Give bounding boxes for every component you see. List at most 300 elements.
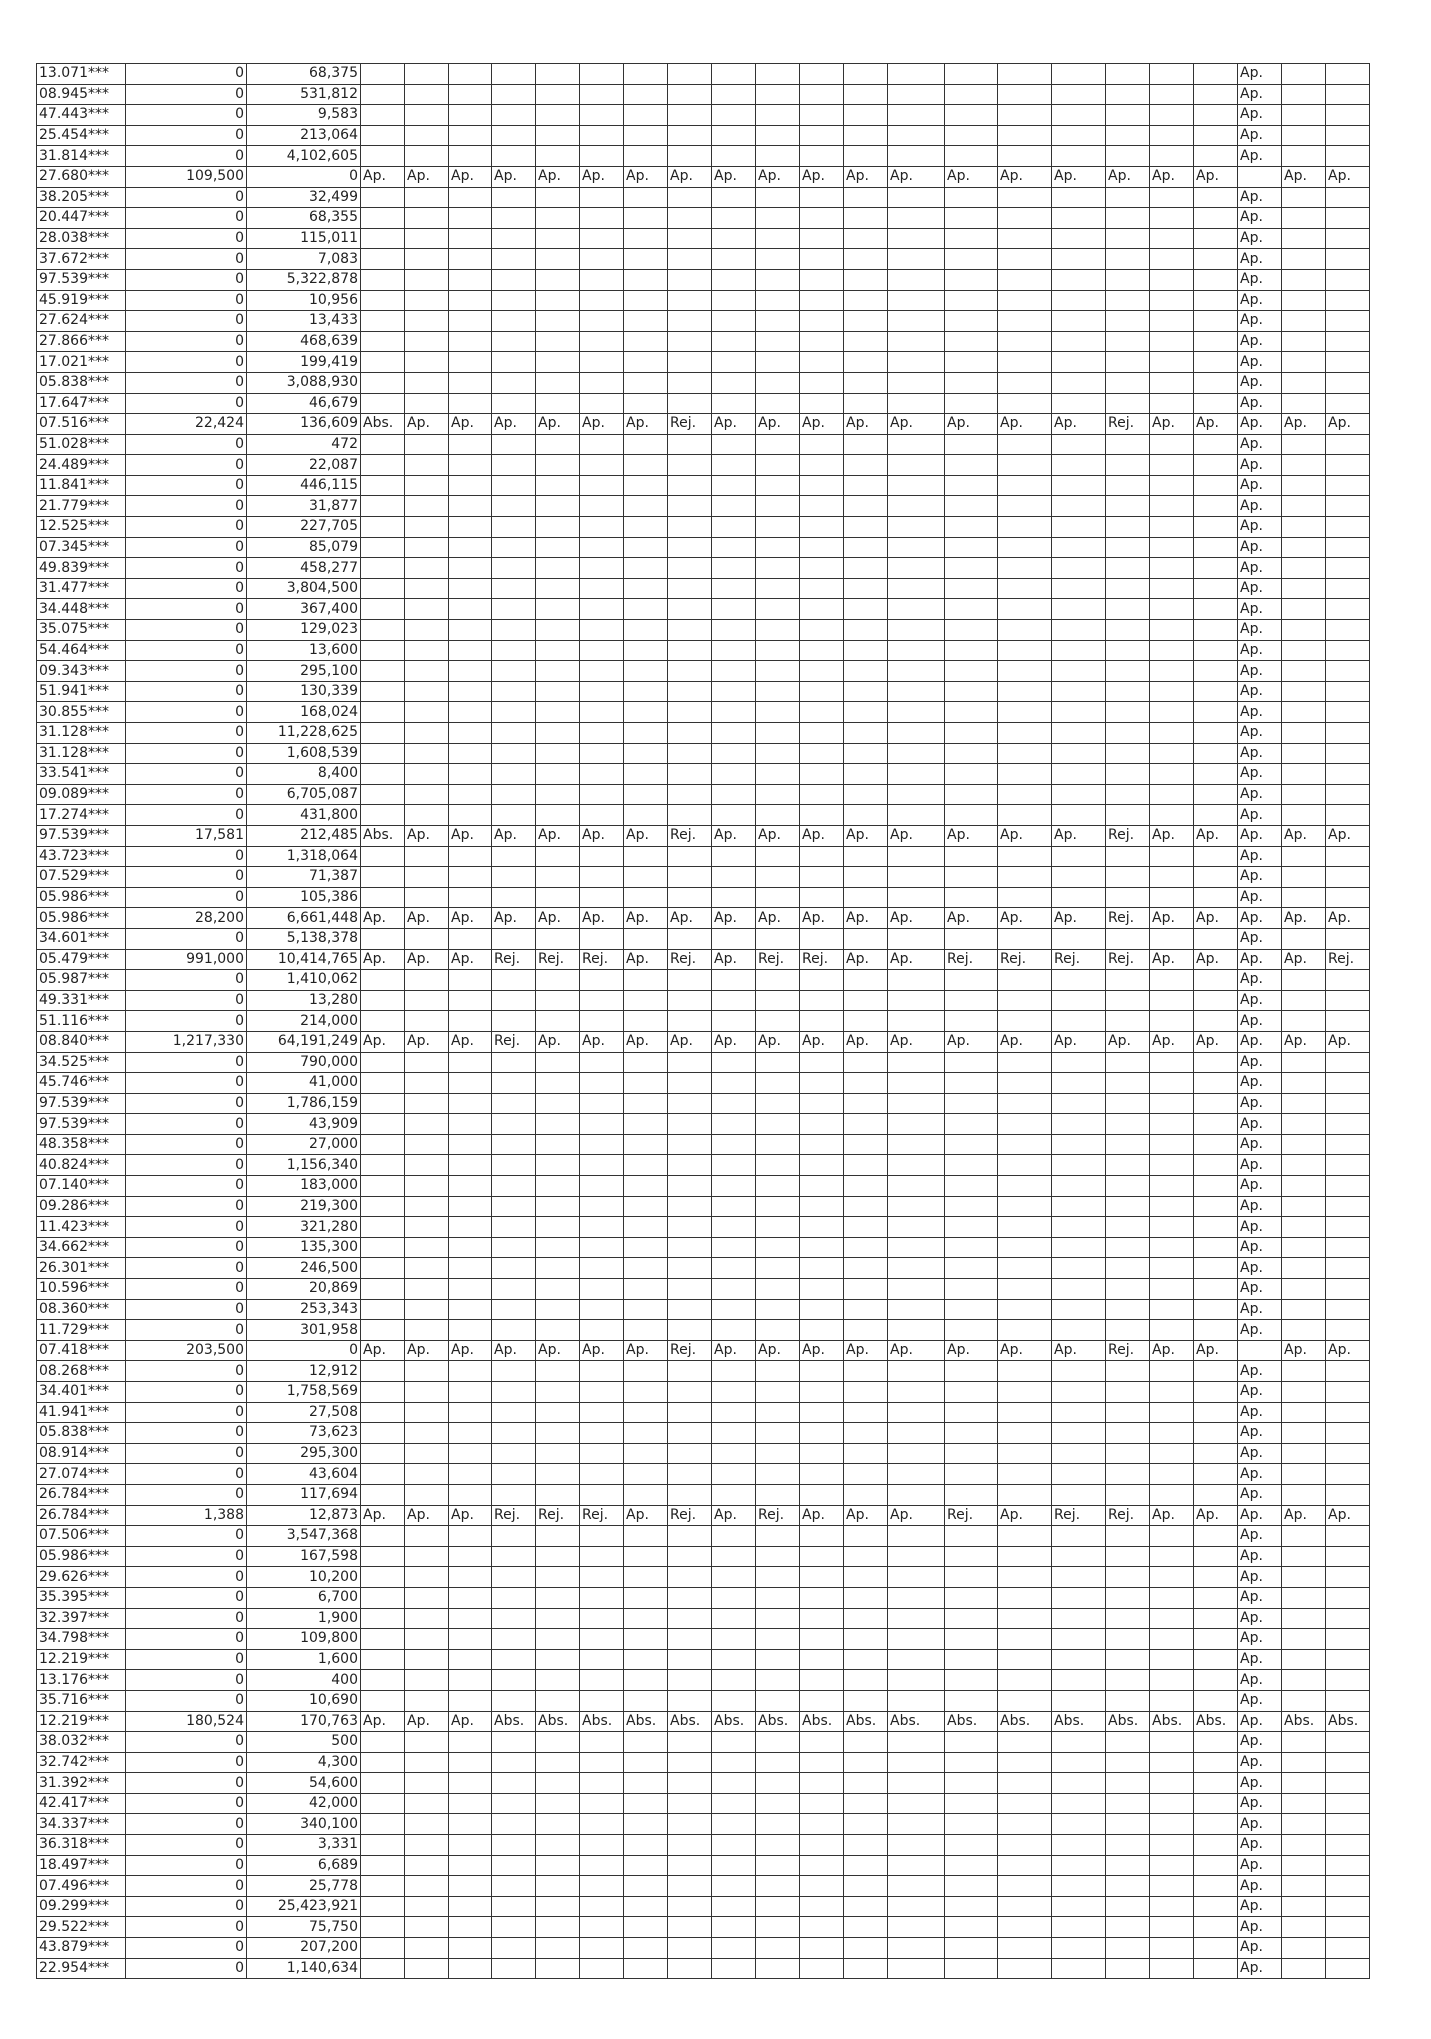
vote-cell — [800, 105, 844, 126]
row-id-cell: 37.672*** — [37, 249, 126, 270]
vote-cell — [580, 1279, 624, 1300]
vote-cell — [361, 599, 405, 620]
row-id-cell: 34.662*** — [37, 1237, 126, 1258]
vote-cell — [1282, 599, 1326, 620]
vote-cell — [800, 393, 844, 414]
row-id-cell: 43.879*** — [37, 1938, 126, 1959]
vote-cell — [449, 620, 492, 641]
vote-cell — [580, 455, 624, 476]
vote-cell — [668, 1793, 712, 1814]
table-row — [37, 1690, 1370, 1711]
amount-b-cell: 12,873 — [247, 1505, 361, 1526]
vote-cell — [405, 1484, 449, 1505]
vote-cell — [1150, 1546, 1194, 1567]
vote-cell — [945, 434, 998, 455]
vote-cell — [1106, 1690, 1150, 1711]
vote-cell — [536, 146, 580, 167]
vote-cell — [1194, 743, 1238, 764]
vote-cell — [1194, 393, 1238, 414]
vote-cell — [668, 290, 712, 311]
vote-cell — [1194, 208, 1238, 229]
vote-cell — [888, 867, 945, 888]
amount-a-cell: 22,424 — [126, 414, 247, 435]
row-id-cell: 33.541*** — [37, 764, 126, 785]
vote-cell — [668, 1011, 712, 1032]
vote-cell: Ap. — [1238, 681, 1282, 702]
vote-cell — [492, 1690, 536, 1711]
vote-cell — [580, 599, 624, 620]
vote-cell — [756, 1855, 800, 1876]
vote-cell — [998, 1608, 1052, 1629]
vote-cell — [1282, 1876, 1326, 1897]
vote-cell — [492, 1011, 536, 1032]
vote-cell — [844, 702, 888, 723]
vote-cell — [536, 125, 580, 146]
vote-cell — [1194, 1814, 1238, 1835]
vote-cell — [998, 1649, 1052, 1670]
row-id-cell: 34.798*** — [37, 1629, 126, 1650]
vote-cell — [449, 1649, 492, 1670]
vote-cell — [1194, 970, 1238, 991]
amount-a-cell: 0 — [126, 1608, 247, 1629]
vote-cell — [756, 249, 800, 270]
vote-cell — [492, 599, 536, 620]
vote-cell — [998, 990, 1052, 1011]
vote-cell — [1150, 249, 1194, 270]
vote-cell — [449, 393, 492, 414]
vote-cell: Rej. — [800, 949, 844, 970]
vote-cell — [536, 1835, 580, 1856]
vote-cell — [945, 64, 998, 85]
vote-cell: Ap. — [1238, 1526, 1282, 1547]
vote-cell — [1106, 1587, 1150, 1608]
vote-cell — [668, 970, 712, 991]
vote-cell — [1194, 352, 1238, 373]
vote-cell — [756, 1237, 800, 1258]
vote-cell — [492, 1073, 536, 1094]
vote-cell — [580, 331, 624, 352]
vote-cell — [712, 1917, 756, 1938]
vote-cell — [800, 1196, 844, 1217]
vote-cell: Abs. — [800, 1711, 844, 1732]
vote-cell — [1194, 187, 1238, 208]
table-row — [37, 578, 1370, 599]
amount-a-cell: 0 — [126, 517, 247, 538]
amount-b-cell: 9,583 — [247, 105, 361, 126]
vote-cell — [888, 1093, 945, 1114]
row-id-cell: 97.539*** — [37, 1093, 126, 1114]
vote-cell — [1194, 640, 1238, 661]
vote-cell: Abs. — [492, 1711, 536, 1732]
vote-cell — [668, 661, 712, 682]
vote-cell — [536, 537, 580, 558]
vote-cell — [712, 723, 756, 744]
row-id-cell: 38.205*** — [37, 187, 126, 208]
vote-cell — [998, 1217, 1052, 1238]
amount-a-cell: 0 — [126, 1073, 247, 1094]
vote-cell — [1150, 1423, 1194, 1444]
vote-cell — [492, 228, 536, 249]
vote-cell — [1052, 1258, 1106, 1279]
vote-cell — [945, 1855, 998, 1876]
vote-cell — [844, 1690, 888, 1711]
vote-cell — [668, 1279, 712, 1300]
vote-cell — [405, 208, 449, 229]
vote-cell — [624, 331, 668, 352]
row-id-cell: 09.299*** — [37, 1896, 126, 1917]
vote-cell — [1326, 1526, 1370, 1547]
vote-cell — [449, 640, 492, 661]
vote-cell — [405, 290, 449, 311]
vote-cell — [998, 1773, 1052, 1794]
vote-cell — [1326, 1196, 1370, 1217]
vote-cell — [712, 1793, 756, 1814]
vote-cell — [1106, 1670, 1150, 1691]
vote-cell — [712, 1382, 756, 1403]
vote-cell — [1194, 269, 1238, 290]
vote-cell — [800, 269, 844, 290]
row-id-cell: 45.919*** — [37, 290, 126, 311]
vote-cell — [945, 537, 998, 558]
vote-cell — [1194, 702, 1238, 723]
row-id-cell: 05.986*** — [37, 908, 126, 929]
vote-cell — [1282, 1423, 1326, 1444]
table-row — [37, 1011, 1370, 1032]
vote-cell — [844, 1526, 888, 1547]
vote-cell — [536, 496, 580, 517]
vote-cell — [580, 1155, 624, 1176]
vote-cell: Ap. — [1238, 1176, 1282, 1197]
vote-cell — [712, 290, 756, 311]
vote-cell — [945, 1773, 998, 1794]
amount-a-cell: 0 — [126, 537, 247, 558]
amount-b-cell: 246,500 — [247, 1258, 361, 1279]
vote-cell — [405, 599, 449, 620]
vote-cell: Ap. — [1238, 867, 1282, 888]
vote-cell — [580, 1855, 624, 1876]
vote-cell — [624, 1629, 668, 1650]
row-id-cell: 08.840*** — [37, 1031, 126, 1052]
vote-cell — [624, 537, 668, 558]
vote-cell — [449, 1732, 492, 1753]
vote-cell — [1194, 681, 1238, 702]
amount-a-cell: 0 — [126, 1773, 247, 1794]
vote-cell — [624, 311, 668, 332]
vote-cell — [361, 1670, 405, 1691]
row-id-cell: 31.814*** — [37, 146, 126, 167]
vote-cell — [668, 1134, 712, 1155]
vote-cell: Ap. — [1150, 1031, 1194, 1052]
vote-cell — [449, 887, 492, 908]
vote-cell — [1326, 1073, 1370, 1094]
vote-cell: Ap. — [756, 1340, 800, 1361]
vote-cell — [1150, 1526, 1194, 1547]
vote-cell — [1282, 805, 1326, 826]
vote-cell — [624, 1073, 668, 1094]
amount-a-cell: 0 — [126, 887, 247, 908]
vote-cell — [405, 1279, 449, 1300]
amount-b-cell: 129,023 — [247, 620, 361, 641]
vote-cell — [1194, 1876, 1238, 1897]
vote-cell — [844, 1217, 888, 1238]
vote-cell — [580, 661, 624, 682]
amount-a-cell: 0 — [126, 1793, 247, 1814]
vote-cell — [844, 764, 888, 785]
vote-cell — [1106, 846, 1150, 867]
vote-cell — [945, 1443, 998, 1464]
vote-cell — [1052, 1196, 1106, 1217]
vote-cell: Rej. — [1106, 414, 1150, 435]
vote-cell — [492, 105, 536, 126]
vote-cell — [492, 1629, 536, 1650]
vote-cell — [361, 1299, 405, 1320]
vote-cell — [800, 702, 844, 723]
vote-cell: Ap. — [536, 166, 580, 187]
vote-cell — [1282, 702, 1326, 723]
vote-cell — [580, 1938, 624, 1959]
vote-cell — [449, 1876, 492, 1897]
amount-b-cell: 472 — [247, 434, 361, 455]
vote-cell — [624, 928, 668, 949]
vote-cell — [888, 1876, 945, 1897]
vote-cell — [405, 1958, 449, 1979]
vote-cell — [580, 887, 624, 908]
vote-cell — [800, 1938, 844, 1959]
vote-cell — [492, 1217, 536, 1238]
vote-cell — [1150, 743, 1194, 764]
vote-cell: Ap. — [1238, 1443, 1282, 1464]
vote-cell — [1052, 84, 1106, 105]
vote-cell: Ap. — [1238, 414, 1282, 435]
vote-cell — [1052, 1217, 1106, 1238]
vote-cell — [405, 1546, 449, 1567]
vote-cell: Rej. — [668, 414, 712, 435]
vote-cell — [1194, 496, 1238, 517]
vote-cell — [361, 84, 405, 105]
vote-cell: Ap. — [1106, 166, 1150, 187]
vote-cell — [888, 372, 945, 393]
vote-cell — [945, 928, 998, 949]
vote-cell — [1052, 970, 1106, 991]
vote-cell — [492, 805, 536, 826]
vote-cell — [800, 228, 844, 249]
vote-cell: Ap. — [712, 949, 756, 970]
vote-cell — [844, 1732, 888, 1753]
vote-cell: Rej. — [756, 949, 800, 970]
vote-cell — [844, 990, 888, 1011]
vote-cell: Ap. — [1238, 64, 1282, 85]
vote-cell: Ap. — [888, 1505, 945, 1526]
vote-cell: Ap. — [1238, 887, 1282, 908]
vote-cell — [536, 1938, 580, 1959]
vote-cell: Ap. — [844, 908, 888, 929]
vote-cell — [888, 1134, 945, 1155]
vote-cell — [1326, 496, 1370, 517]
vote-cell — [668, 1608, 712, 1629]
vote-cell — [668, 475, 712, 496]
vote-cell — [361, 578, 405, 599]
vote-cell — [800, 928, 844, 949]
vote-cell — [1326, 393, 1370, 414]
vote-cell — [1150, 1732, 1194, 1753]
vote-cell — [1052, 681, 1106, 702]
vote-cell — [800, 537, 844, 558]
vote-cell — [668, 928, 712, 949]
vote-cell — [492, 1402, 536, 1423]
row-id-cell: 42.417*** — [37, 1793, 126, 1814]
vote-cell — [536, 805, 580, 826]
vote-cell — [844, 1237, 888, 1258]
vote-cell — [536, 311, 580, 332]
amount-a-cell: 0 — [126, 1690, 247, 1711]
vote-cell — [580, 475, 624, 496]
vote-cell — [580, 64, 624, 85]
vote-cell — [1106, 1073, 1150, 1094]
vote-cell — [800, 1258, 844, 1279]
vote-cell — [492, 681, 536, 702]
vote-cell — [624, 867, 668, 888]
vote-cell — [1282, 578, 1326, 599]
vote-cell — [668, 393, 712, 414]
vote-cell — [945, 187, 998, 208]
vote-cell — [1282, 1546, 1326, 1567]
vote-cell — [361, 393, 405, 414]
vote-cell — [668, 208, 712, 229]
vote-cell — [888, 187, 945, 208]
vote-cell — [1326, 1958, 1370, 1979]
vote-cell — [580, 1608, 624, 1629]
vote-cell — [405, 1464, 449, 1485]
vote-cell — [844, 1299, 888, 1320]
vote-cell — [945, 517, 998, 538]
vote-cell — [668, 1299, 712, 1320]
vote-cell — [844, 1402, 888, 1423]
vote-cell — [844, 1587, 888, 1608]
vote-cell — [536, 1279, 580, 1300]
vote-cell — [1282, 681, 1326, 702]
vote-cell — [624, 784, 668, 805]
vote-cell: Ap. — [1052, 1031, 1106, 1052]
vote-cell — [1194, 620, 1238, 641]
vote-cell: Ap. — [361, 949, 405, 970]
vote-cell — [756, 1279, 800, 1300]
table-row — [37, 1073, 1370, 1094]
vote-cell — [1106, 1876, 1150, 1897]
table-row — [37, 434, 1370, 455]
vote-cell — [1150, 1093, 1194, 1114]
amount-b-cell: 168,024 — [247, 702, 361, 723]
vote-cell — [1052, 1134, 1106, 1155]
vote-cell — [800, 1732, 844, 1753]
vote-cell — [1326, 434, 1370, 455]
vote-cell — [449, 352, 492, 373]
vote-cell — [624, 1093, 668, 1114]
vote-cell — [1326, 1011, 1370, 1032]
vote-cell — [492, 1093, 536, 1114]
vote-cell — [1052, 105, 1106, 126]
amount-a-cell: 0 — [126, 311, 247, 332]
table-row — [37, 290, 1370, 311]
vote-cell — [1326, 269, 1370, 290]
vote-cell — [1326, 1567, 1370, 1588]
vote-cell — [536, 1011, 580, 1032]
vote-cell — [449, 1320, 492, 1341]
vote-cell — [492, 311, 536, 332]
amount-a-cell: 0 — [126, 1196, 247, 1217]
amount-b-cell: 1,600 — [247, 1649, 361, 1670]
vote-cell — [492, 1587, 536, 1608]
vote-cell — [624, 723, 668, 744]
vote-cell — [1150, 1896, 1194, 1917]
vote-cell — [580, 1773, 624, 1794]
amount-b-cell: 54,600 — [247, 1773, 361, 1794]
vote-cell — [1194, 846, 1238, 867]
vote-cell — [844, 1567, 888, 1588]
vote-cell — [888, 1938, 945, 1959]
vote-cell — [361, 702, 405, 723]
vote-cell — [800, 1546, 844, 1567]
vote-cell — [536, 723, 580, 744]
vote-cell — [580, 1176, 624, 1197]
vote-cell: Ap. — [998, 414, 1052, 435]
vote-cell — [945, 1938, 998, 1959]
vote-cell — [1052, 1464, 1106, 1485]
amount-a-cell: 0 — [126, 1237, 247, 1258]
vote-cell — [756, 681, 800, 702]
row-id-cell: 27.680*** — [37, 166, 126, 187]
vote-cell — [888, 743, 945, 764]
vote-cell — [536, 1299, 580, 1320]
vote-cell — [800, 1011, 844, 1032]
vote-cell: Ap. — [624, 166, 668, 187]
vote-cell — [756, 1835, 800, 1856]
vote-cell — [800, 1217, 844, 1238]
vote-cell: Ap. — [361, 1031, 405, 1052]
vote-cell — [1052, 1773, 1106, 1794]
row-id-cell: 07.140*** — [37, 1176, 126, 1197]
vote-cell — [361, 743, 405, 764]
vote-cell — [668, 1402, 712, 1423]
vote-cell — [844, 1629, 888, 1650]
vote-cell: Ap. — [844, 825, 888, 846]
vote-cell — [405, 1361, 449, 1382]
amount-b-cell: 458,277 — [247, 558, 361, 579]
vote-cell — [492, 1237, 536, 1258]
vote-cell — [1326, 1217, 1370, 1238]
vote-cell: Ap. — [1238, 1505, 1282, 1526]
vote-cell — [1150, 1217, 1194, 1238]
table-row — [37, 84, 1370, 105]
row-id-cell: 40.824*** — [37, 1155, 126, 1176]
vote-cell — [668, 620, 712, 641]
vote-cell — [756, 84, 800, 105]
vote-cell — [1194, 661, 1238, 682]
vote-cell — [888, 1917, 945, 1938]
vote-cell: Ap. — [1238, 208, 1282, 229]
vote-cell — [449, 1896, 492, 1917]
table-row — [37, 1546, 1370, 1567]
vote-cell — [580, 1917, 624, 1938]
vote-cell — [1326, 187, 1370, 208]
vote-cell: Ap. — [1238, 311, 1282, 332]
vote-cell — [1282, 1567, 1326, 1588]
vote-cell: Ap. — [945, 166, 998, 187]
amount-a-cell: 1,217,330 — [126, 1031, 247, 1052]
vote-cell — [668, 352, 712, 373]
vote-cell — [998, 1526, 1052, 1547]
vote-cell: Ap. — [668, 166, 712, 187]
vote-cell — [580, 1649, 624, 1670]
